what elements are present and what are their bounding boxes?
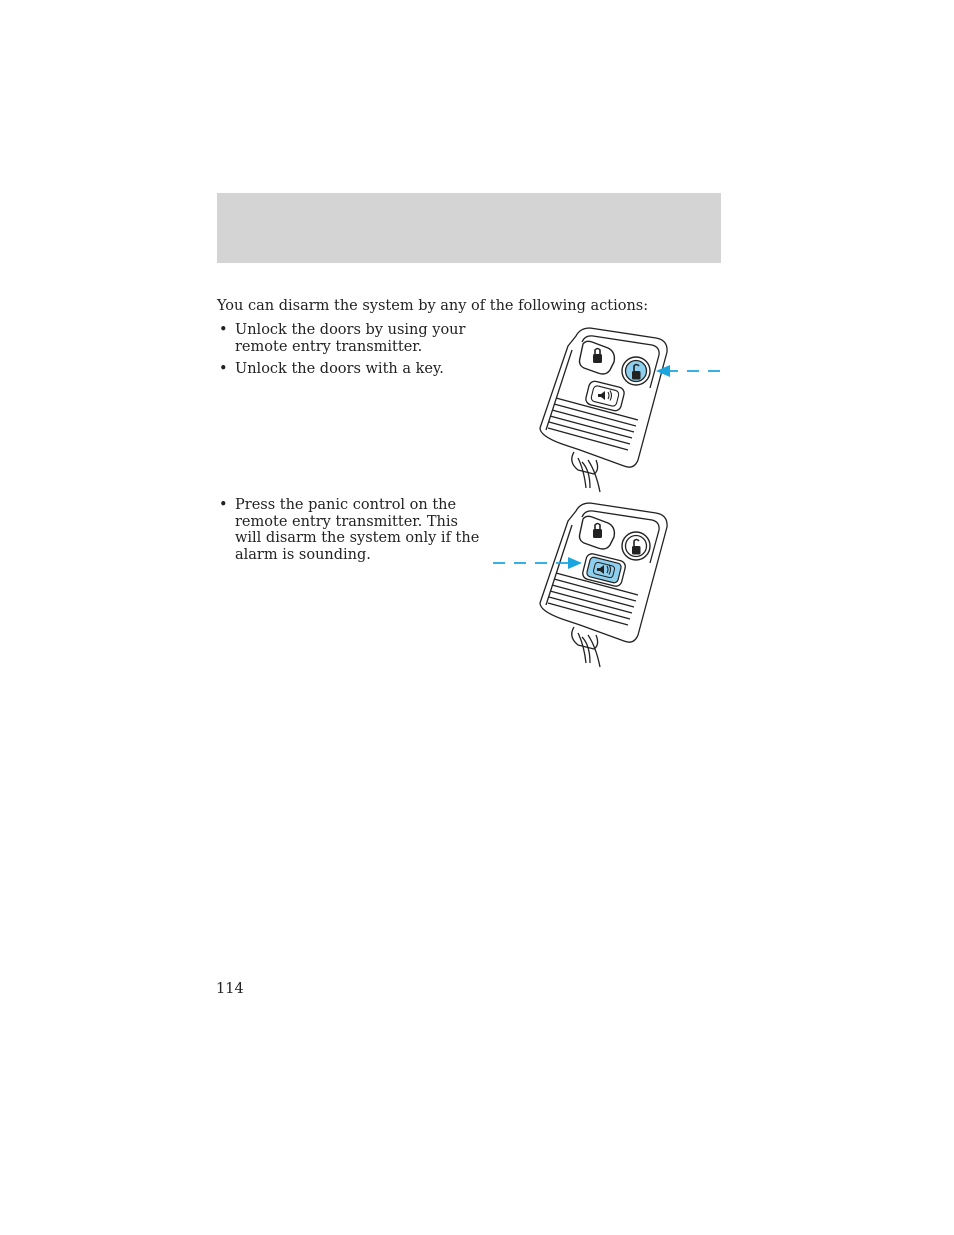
list-item-unlock-remote: • Unlock the doors by using your remote entry transmitter.: [217, 322, 467, 355]
unlock-button-icon: [622, 357, 650, 385]
lock-button-icon: [580, 516, 615, 549]
arrow-icon: [493, 557, 582, 569]
section-header-band: [217, 193, 721, 263]
lock-button-icon: [580, 341, 615, 374]
intro-text: You can disarm the system by any of the following actions:: [217, 298, 649, 314]
list-item-panic: • Press the panic control on the remote entry transmitter. This will disarm the system only if the alarm is sounding.: [217, 497, 482, 563]
disarm-actions-list: [217, 322, 467, 384]
unlock-button-icon: [622, 532, 650, 560]
list-item-unlock-key: • Unlock the doors with a key.: [217, 361, 467, 378]
arrow-icon: [656, 365, 720, 377]
panic-action-list: [217, 497, 482, 569]
remote-fob-panic-illustration: [488, 495, 728, 670]
page-number: 114: [216, 981, 244, 997]
remote-fob-unlock-illustration: [488, 320, 728, 500]
